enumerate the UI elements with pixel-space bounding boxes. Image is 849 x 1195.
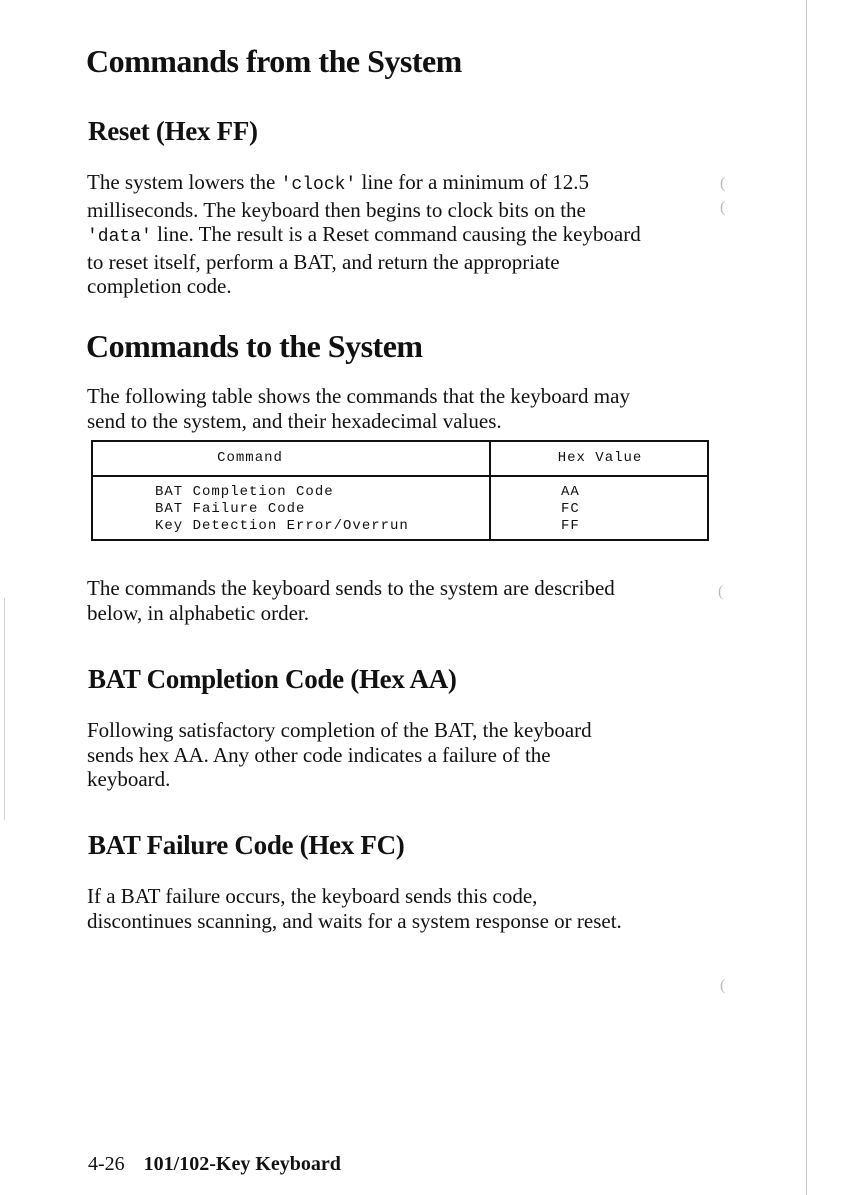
- table-row-command: BAT Completion Code: [155, 484, 334, 500]
- page-edge-line: [806, 0, 807, 1195]
- table-intro-paragraph: The following table shows the commands that the keyboard may send to the system, and their hexadecimal values.: [87, 384, 630, 433]
- reset-heading: Reset (Hex FF): [88, 116, 258, 146]
- scan-speck: (: [720, 199, 726, 216]
- clock-code: 'clock': [280, 175, 357, 195]
- table-hex-column: [561, 484, 580, 535]
- table-header-hex-value: Hex Value: [557, 450, 643, 466]
- reset-text-3: line. The result is a Reset command causing the keyboard to reset itself, perform a BAT, and return the appropriate completion code.: [87, 222, 641, 298]
- page-footer: [88, 1153, 341, 1176]
- bat-failure-paragraph: If a BAT failure occurs, the keyboard sends this code, discontinues scanning, and waits for a system response or reset.: [87, 884, 622, 933]
- table-row-command: BAT Failure Code: [155, 501, 306, 517]
- commands-table: [91, 440, 709, 541]
- table-header-command: Command: [217, 450, 283, 466]
- bat-completion-paragraph: Following satisfactory completion of the BAT, the keyboard sends hex AA. Any other code indicates a failure of the keyboard.: [87, 718, 592, 791]
- reset-paragraph: [87, 170, 727, 299]
- section-title-commands-to-system: Commands to the System: [86, 328, 423, 364]
- table-header-divider: [93, 475, 707, 477]
- reset-text-2: line for a minimum of 12.5 milliseconds. The keyboard then begins to clock bits on the: [87, 170, 589, 222]
- bat-completion-heading: BAT Completion Code (Hex AA): [88, 664, 457, 694]
- table-row-hex: AA: [561, 484, 580, 500]
- table-command-column: [155, 484, 409, 535]
- page-number: 4-26: [88, 1153, 125, 1175]
- reset-text-1: The system lowers the: [87, 170, 281, 194]
- scan-speck: (: [720, 977, 726, 994]
- section-title-commands-from-system: Commands from the System: [86, 43, 462, 79]
- scan-speck: (: [718, 583, 724, 600]
- table-row-command: Key Detection Error/Overrun: [155, 518, 409, 534]
- bat-failure-heading: BAT Failure Code (Hex FC): [88, 830, 405, 860]
- data-code: 'data': [87, 227, 152, 247]
- table-row-hex: FC: [561, 501, 580, 517]
- scan-speck: (: [720, 175, 726, 192]
- scan-artifact-line: [4, 598, 5, 820]
- after-table-paragraph: The commands the keyboard sends to the system are described below, in alphabetic order.: [87, 576, 615, 625]
- footer-title: 101/102-Key Keyboard: [143, 1153, 341, 1175]
- table-row-hex: FF: [561, 518, 580, 534]
